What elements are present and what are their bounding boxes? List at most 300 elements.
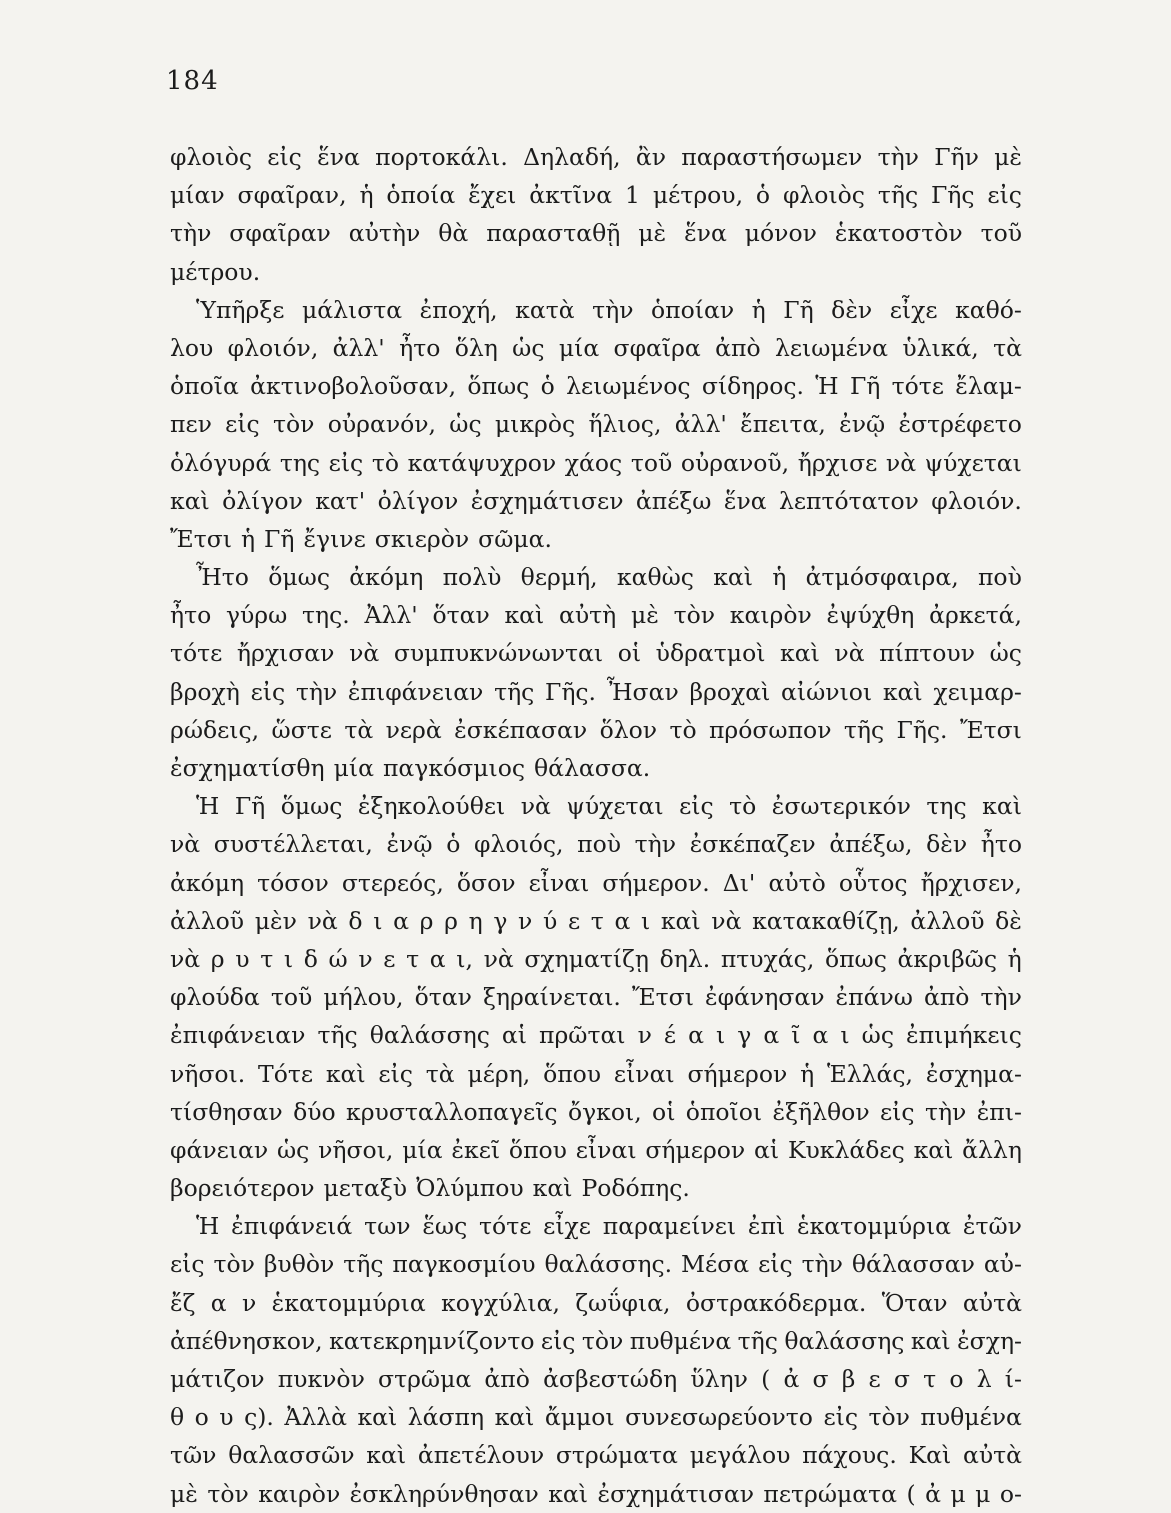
word: παρασταθῇ [486,219,621,248]
word: ψύχεται [566,792,664,821]
word: τῆς [317,1021,358,1050]
word: μὲ [638,219,667,248]
word: ὑδρατμοὶ [655,639,766,668]
word: στρῶμα [378,1365,472,1393]
text-line [170,940,1022,978]
word: μέρη, [467,1059,531,1088]
word: ἀπὸ [923,983,970,1012]
word: μὲν [254,906,297,935]
word: θερμή, [520,563,598,592]
word: εἰς [987,181,1022,210]
text-line [170,749,1022,787]
word: οἱ [617,639,642,668]
word: ς). [244,1403,274,1432]
word: τ [923,1365,937,1393]
word: αὐτὰ [962,1288,1022,1317]
word: γ [737,1021,752,1050]
text-line [170,1169,1022,1207]
word: σχηματίζῃ [524,944,649,973]
word: ποὺ [977,563,1022,592]
word: της. [302,601,350,630]
word: Ἀλλ' [364,601,418,630]
text-line [170,1207,1022,1245]
word: τότε [479,1212,532,1241]
word: μικρὸς [494,410,576,439]
text-line [170,978,1022,1016]
word: καὶ [713,563,754,592]
word: ἐσχημα- [925,1059,1022,1088]
page-number: 184 [166,66,219,96]
word: ὡς [861,1021,894,1050]
word: Καὶ [908,1441,952,1470]
word: μία [558,333,600,362]
word: μ [950,1479,966,1508]
word: ἐξῆλθον [772,1097,870,1126]
word: ἐσχημάτισαν [597,1479,754,1508]
word: ἀτμόσφαιρα, [805,563,959,592]
word: θαλάσσης. [544,1250,673,1279]
word: νὰ [170,830,201,859]
word: Ὅταν [881,1288,948,1317]
word: σφαῖραν [229,219,331,248]
word: βροχὴ [170,677,240,706]
word: σῶμα. [478,524,552,553]
word: λεπτότατον [778,486,919,515]
word: μεταξὺ [323,1174,408,1203]
word: ποὺ [577,830,622,859]
word: ὅπως [824,944,887,973]
word: εἰς [378,1059,413,1088]
word: δ [303,944,318,973]
word: ν [358,944,373,973]
word: συνεσωρεύοντο [625,1403,813,1432]
word: ἐσχημάτισεν [470,486,624,515]
word: ἂν [635,143,666,171]
word: τὸ [669,715,697,744]
word: σφαῖραν, [237,181,347,210]
word: ε [383,944,396,973]
text-line [170,1398,1022,1436]
word: τὸν [581,1326,624,1355]
word: τὴν [801,1250,843,1279]
word: θάλασσα. [534,754,651,782]
word: καὶ [170,486,210,515]
word: τὰ [425,1059,455,1088]
word: ζωΰφια, [575,1288,671,1317]
word: ἔπειτα, [740,410,826,439]
word: Γῆς. [545,677,597,706]
word: ἀρκετά, [929,601,1022,630]
word: ὁποία [386,181,456,210]
word: α [429,944,446,973]
word: ἕως [422,1212,468,1241]
word: ο [194,1403,209,1432]
text-line [170,253,1022,291]
word: τῆς [494,677,535,706]
word: νὰ [307,906,338,935]
word: καὶ [910,1326,951,1355]
word: Γῆν [934,143,979,171]
word: νῆσοι. [170,1059,246,1088]
word: ἐφάνησαν [704,983,825,1012]
word: ο [949,1365,964,1393]
word: Ἡ [196,792,220,821]
word: ν [241,1288,257,1317]
word: ἥλιος, [588,410,662,439]
word: πτυχάς, [720,944,815,973]
word: νὰ [349,639,380,668]
word: νὰ [834,639,865,668]
word: ὀλίγον [222,486,303,515]
word: δηλ. [659,944,711,973]
word: ἀπέξω, [829,830,913,859]
word: πορτοκάλι. [375,143,508,171]
text-line [170,1284,1022,1322]
word: ἔζ [170,1288,196,1317]
word: Γῆς [930,181,975,210]
word: Ἔτσι [170,524,232,553]
word: ἀκτῖνα [529,181,613,210]
word: πετρώματα [763,1479,898,1508]
word: τὸν [673,601,716,630]
word: ύ [542,906,558,935]
word: ὁ [446,830,461,859]
word: ἐπιφάνειαν [347,677,484,706]
word: α [614,906,631,935]
word: πρῶται [539,1021,626,1050]
word: λάσπη [407,1403,485,1432]
word: ἑκατομμύρια [797,1212,952,1241]
word: σίδηρος. [701,372,804,401]
word: εἶχε [889,295,938,324]
word: ἐκεῖ [451,1135,501,1164]
body-text [170,138,1022,1513]
word: σφαῖρα [613,333,701,362]
word: τῶν [170,1441,217,1470]
word: ἐσχηματίσθη [170,754,325,782]
word: μὲ [994,143,1022,171]
word: γύρω [225,601,288,630]
word: καὶ [913,1135,954,1164]
word: ι [716,1021,726,1050]
word: ἐνῷ [839,410,886,439]
word: εἶναι [528,868,590,897]
word: ἐσχη- [957,1326,1022,1355]
text-line [170,1016,1022,1054]
word: δὲν [831,295,873,324]
word: ἔχει [468,181,517,210]
word: ἦτο [170,601,212,630]
word: οὐρανόν, [327,410,437,439]
word: ν [637,1021,652,1050]
word: παγκοσμίου [392,1250,536,1279]
text-line [170,444,1022,482]
word: πεν [170,410,212,439]
word: η [468,906,483,935]
word: καθό- [955,295,1022,324]
text-line [170,520,1022,558]
word: τῆς [343,1250,384,1279]
word: παραμείνει [602,1212,737,1241]
word: μήλου, [323,983,404,1012]
word: ἑκατομμύρια [271,1288,426,1317]
word: συστέλλεται, [213,830,373,859]
word: ἡ [1007,944,1022,973]
word: Γῆ [849,372,881,401]
word: εἰς [540,1326,576,1355]
word: ὁποίαν [651,295,735,324]
word: πυκνὸν [277,1365,365,1393]
word: ὅμως [268,563,330,592]
word: σήμερον. [602,868,710,897]
word: καιρὸν [258,1479,341,1508]
word: ε [868,1365,881,1393]
word: σήμερον [645,1135,746,1164]
word: νὰ [483,944,514,973]
word: αὐ- [983,1250,1022,1279]
word: Κυκλάδες [787,1135,905,1164]
word: ι [640,906,651,935]
word: ὅμως [280,792,343,821]
word: Ἡ [196,1212,220,1241]
word: ἀπέθνησκον, [170,1326,323,1355]
word: ἐσκέπαζεν [689,830,816,859]
word: σ [893,1365,910,1393]
text-line [170,214,1022,252]
word: δ [348,906,363,935]
word: Δι' [722,868,756,897]
text-line [170,329,1022,367]
word: παγκόσμιος [382,754,526,782]
word: ἕνα [684,219,727,248]
word: ἐξηκολούθει [357,792,506,821]
word: οἱ [652,1097,676,1126]
word: ὁποῖα [170,372,239,401]
text-line [170,634,1022,672]
word: ὅπου [508,1135,567,1164]
word: μὲ [170,1479,198,1508]
word: πίπτουν [879,639,975,668]
word: νὰ [885,448,917,477]
text-line [170,902,1022,940]
word: ἐστρέφετο [898,410,1022,439]
word: Ἀλλὰ [284,1403,347,1432]
word: ( [761,1365,771,1393]
word: ὁ [540,372,555,401]
word: ἀπέξω [635,486,712,515]
word: ἔλαμ- [955,372,1022,401]
word: ἤρχισαν [236,639,335,668]
word: καὶ [504,601,545,630]
word: των [364,1212,411,1241]
word: οὗτος [838,868,908,897]
word: ἀ [925,1479,941,1508]
word: τὰ [344,715,374,744]
word: τ [406,944,420,973]
word: πυθμένα [629,1326,732,1355]
word: ἐπιμήκεις [906,1021,1022,1050]
word: α [812,1021,829,1050]
word: συμπυκνώνωνται [393,639,604,668]
word: ρ [444,906,458,935]
word: Ἑλλάς, [826,1059,914,1088]
word: ὀλίγον [377,486,459,515]
word: φλοιὸς [782,181,865,210]
word: ὅταν [414,983,472,1012]
word: τὴν [877,143,919,171]
word: ν [518,906,533,935]
text-line [170,558,1022,596]
word: ἀκόμη [349,563,424,592]
word: κατάψυχρον [407,448,557,477]
word: τὸ [371,448,399,477]
word: τοῦ [630,448,673,477]
word: ὅπου [543,1059,602,1088]
word: τοῦ [980,219,1022,248]
word: τὸν [207,1479,249,1508]
word: ἀκριβῶς [897,944,997,973]
text-line [170,825,1022,863]
word: κρυσταλλοπαγεῖς [346,1097,558,1126]
word: ἐπιφάνειά [231,1212,353,1241]
word: δὲ [995,906,1022,935]
word: νῆσοι, [318,1135,394,1164]
word: γ [493,906,508,935]
word: τὴν [170,219,212,248]
word: ῖ [791,1021,801,1050]
word: Δηλαδή, [523,143,621,171]
word: ο- [999,1479,1022,1508]
word: ἡ [240,524,256,553]
word: εἰς [758,1250,793,1279]
word: τόσον [257,868,329,897]
text-line [170,1245,1022,1283]
word: μέτρου. [170,257,261,286]
word: ἀπὸ [484,1365,530,1393]
word: μέτρου, [652,181,744,210]
word: εἰς [679,792,714,821]
word: ξηραίνεται. [482,983,621,1012]
word: ώ [328,944,348,973]
word: ὡς [512,333,545,362]
word: λου [170,333,214,362]
text-line [170,864,1022,902]
word: τὰ [993,333,1022,362]
word: υ [235,944,250,973]
word: βυθὸν [263,1250,335,1279]
word: τίσθησαν [170,1097,283,1126]
word: Ροδόπης. [581,1174,690,1203]
word: ἀλλ' [674,410,727,439]
word: ἀπὸ [715,333,761,362]
word: πάχους. [802,1441,897,1470]
word: μία [333,754,374,782]
word: ἤρχισεν, [920,868,1022,897]
word: τῆς [843,715,885,744]
word: ὅλη [454,333,498,362]
word: μεγάλου [689,1441,791,1470]
word: εἰς [267,143,302,171]
word: λ [976,1365,992,1393]
word: καὶ [494,1403,535,1432]
word: υ [219,1403,234,1432]
word: χάος [564,448,623,477]
word: α [393,906,409,935]
word: ἐψύχθη [826,601,915,630]
word: αἱ [754,1135,780,1164]
word: τὸν [213,1250,255,1279]
word: καὶ [660,906,701,935]
word: εἶναι [575,1135,637,1164]
word: ὁ [755,181,771,210]
word: Ἔτσι [959,715,1022,744]
word: ἐσωτερικόν [771,792,911,821]
word: φάνειαν [170,1135,269,1164]
word: ὅταν [432,601,490,630]
word: τ [260,944,274,973]
word: εἰς [170,1250,205,1279]
word: ί- [1004,1365,1022,1393]
text-line [170,673,1022,711]
word: αὐτὴν [348,219,421,248]
word: τ [590,906,604,935]
word: ε [567,906,581,935]
word: μ [975,1479,991,1508]
text-line [170,1322,1022,1360]
word: κατὰ [515,295,575,324]
word: πρόσωπον [708,715,832,744]
word: κατεκρημνίζοντο [329,1326,535,1355]
word: τὴν [592,295,634,324]
word: ἡ [772,563,787,592]
word: καὶ [357,1403,398,1432]
word: ρ [210,944,225,973]
word: ἀσβεστώδη [543,1365,678,1393]
word: Γῆ [234,792,266,821]
word: ἑκατοστὸν [834,219,963,248]
word: καὶ [780,639,820,668]
word: ι [373,906,383,935]
word: Ἦσαν [606,677,679,706]
word: ἐποχή, [419,295,498,324]
word: κογχύλια, [441,1288,560,1317]
word: ἔγινε [303,524,366,553]
word: αὐτὴ [559,601,617,630]
word: ὁποῖοι [685,1097,763,1126]
word: ὅπως [467,372,530,401]
word: στερεός, [341,868,444,897]
word: ι [283,944,294,973]
word: ἦτο [399,333,441,362]
text-line [170,176,1022,214]
word: θαλασσῶν [228,1441,355,1470]
word: Μέσα [681,1250,750,1279]
word: ἡ [359,181,374,210]
word: παραστήσωμεν [681,143,863,171]
word: μόνον [744,219,817,248]
word: σ [812,1365,829,1393]
text-line [170,1093,1022,1131]
word: δὲν [926,830,968,859]
text-line [170,482,1022,520]
word: Ἦτο [196,563,249,592]
word: θ [170,1403,185,1432]
word: ι, [456,944,473,973]
word: καιρὸν [729,601,812,630]
word: τὴν [980,983,1022,1012]
word: οὐρανοῦ, [680,448,790,477]
word: εἰς [823,1403,859,1432]
